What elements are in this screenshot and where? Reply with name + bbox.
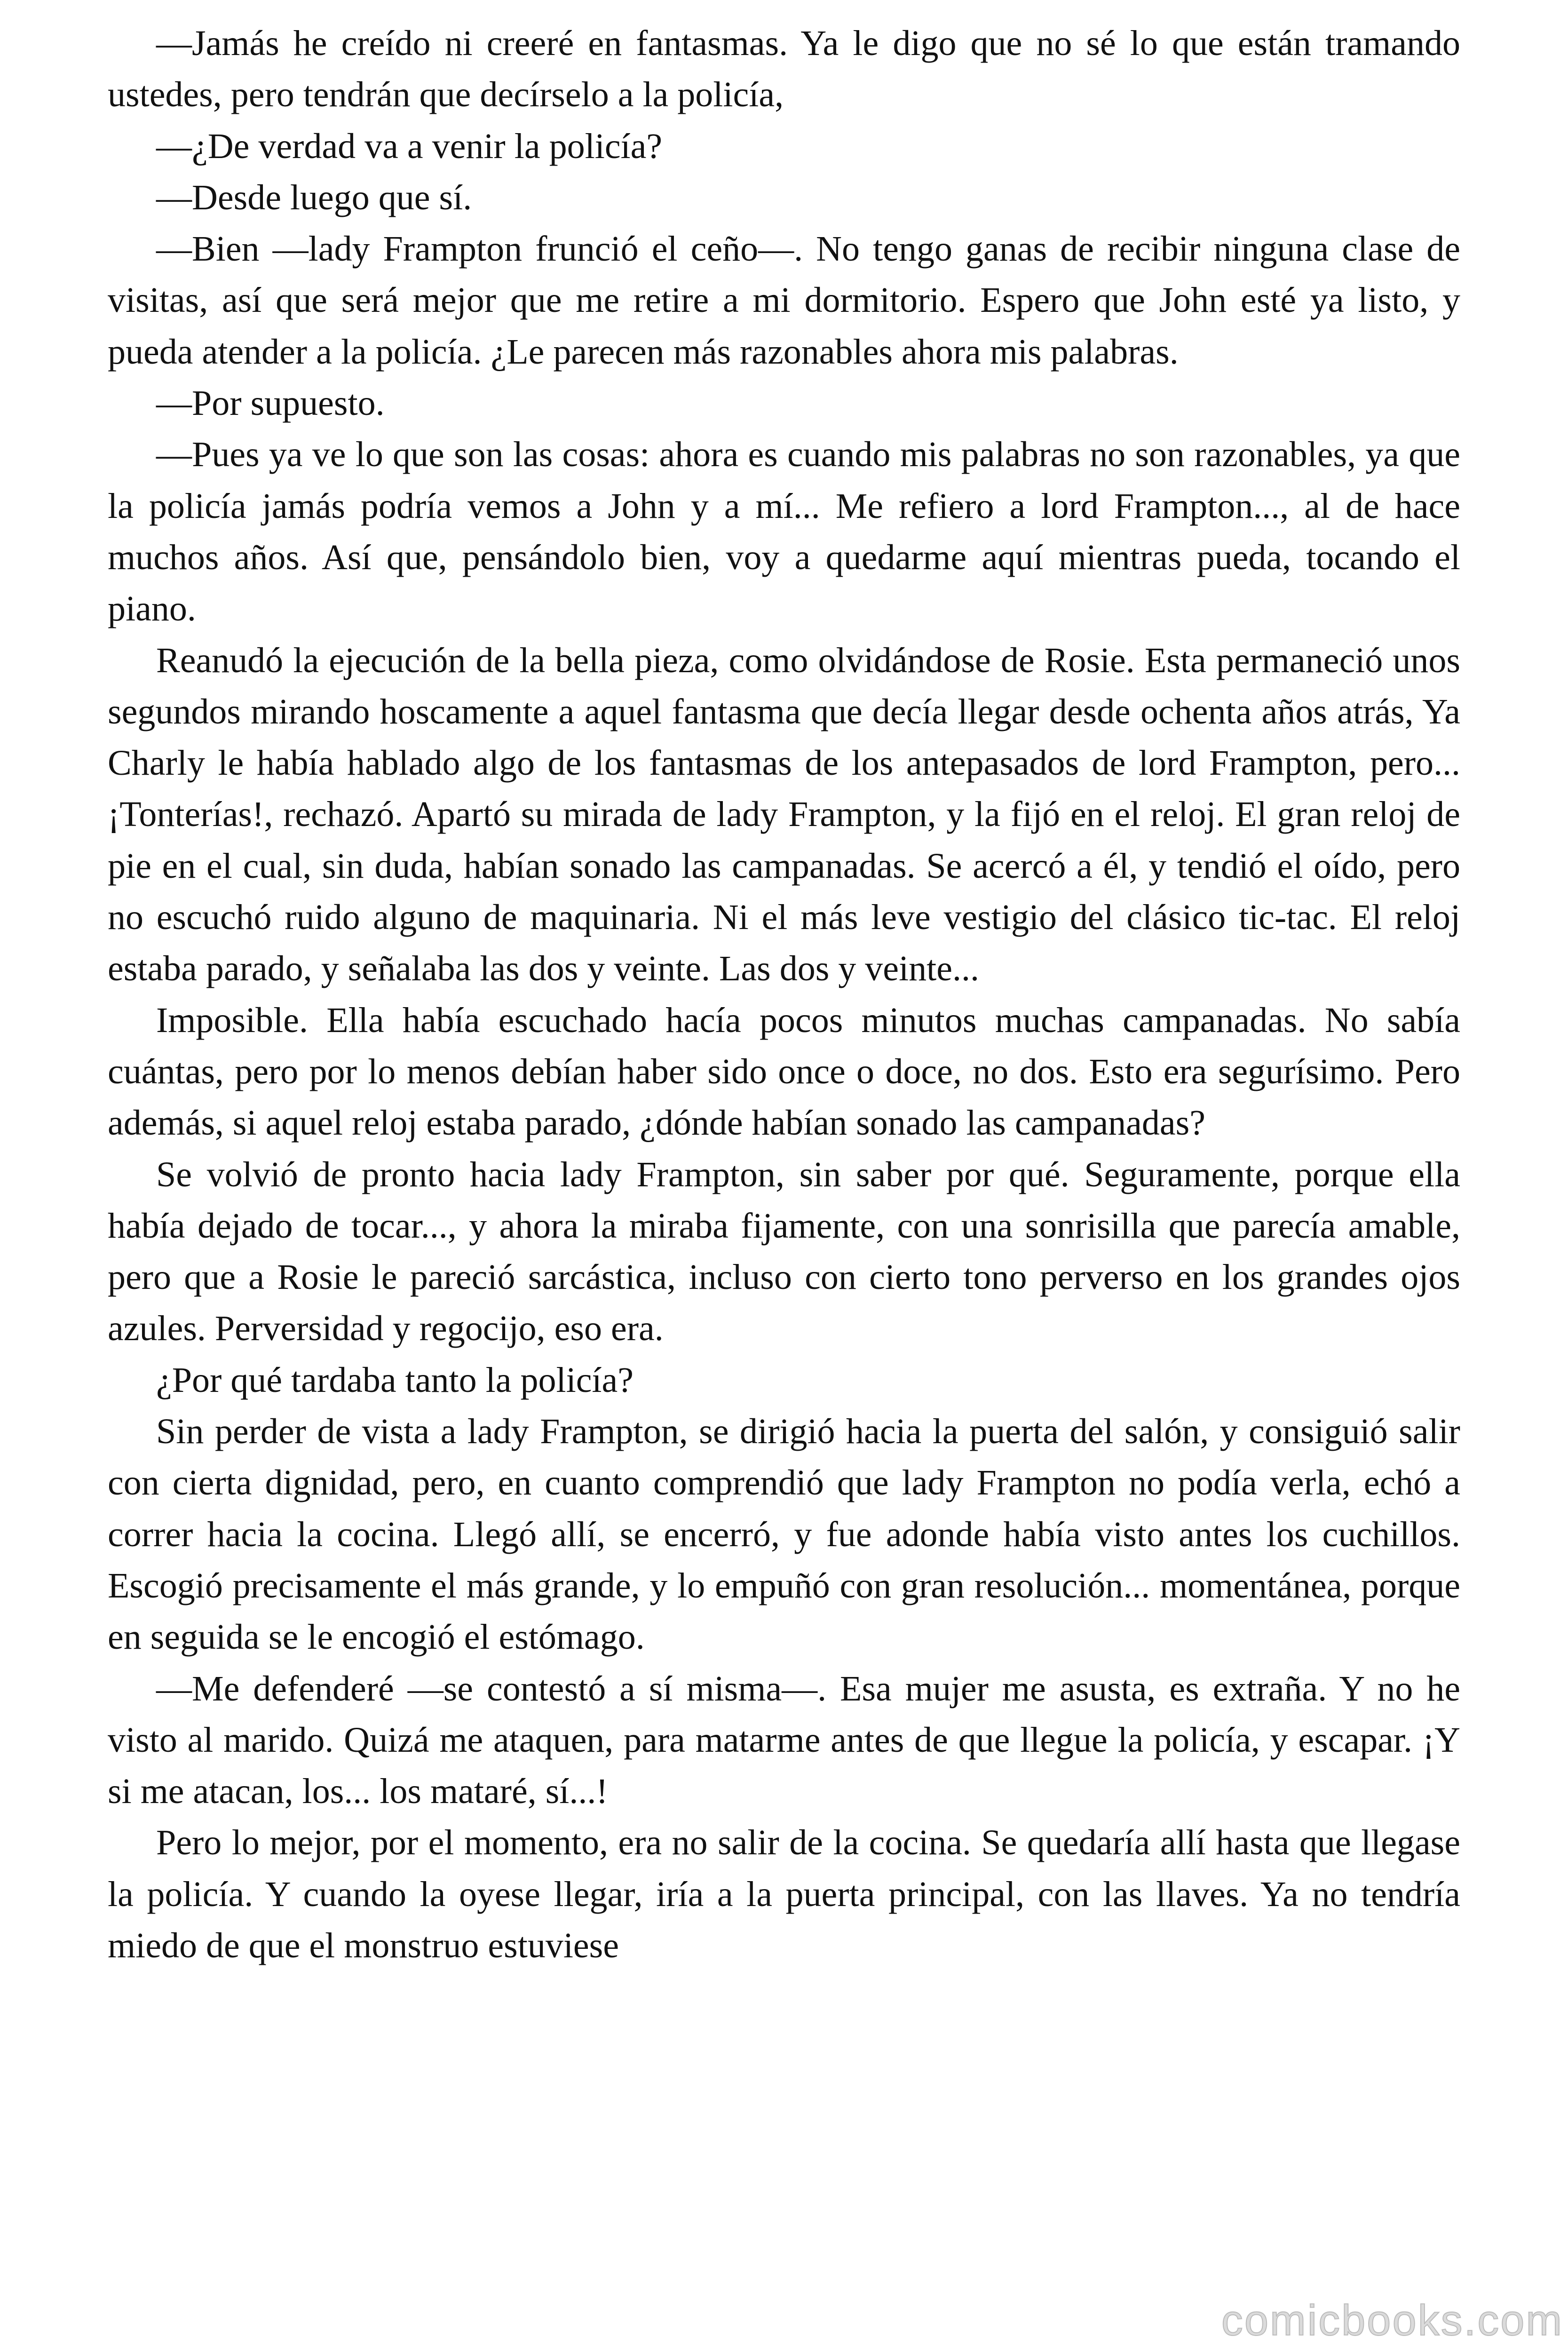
- paragraph-13: Pero lo mejor, por el momento, era no salir de la cocina. Se quedaría allí hasta que llegase la policía. Y cuando la oyese llegar, iría a la puerta principal, con las llaves. Ya no tendría miedo de que el monstruo estuviese: [108, 1823, 1460, 1965]
- paragraph-5: —Por supuesto.: [156, 383, 385, 423]
- paragraph-3: —Desde luego que sí.: [156, 177, 472, 217]
- paragraph-8: Imposible. Ella había escuchado hacía pocos minutos muchas campanadas. No sabía cuántas, pero por lo menos debían haber sido once o doce, no dos. Esto era segurísimo. Pero además, si aquel reloj estaba parado, ¿dónde habían sonado las campanadas?: [108, 1000, 1460, 1143]
- paragraph-7: Reanudó la ejecución de la bella pieza, como olvidándose de Rosie. Esta permaneció unos segundos mirando hoscamente a aquel fantasma que decía llegar desde ochenta años atrás, Ya Charly le había hablado algo de los fantasmas de los antepasados de lord Frampton, pero... ¡Tonterías!, rechazó. Apartó su mirada de lady Frampton, y la fijó en el reloj. El gran reloj de pie en el cual, sin duda, habían sonado las campanadas. Se acercó a él, y tendió el oído, pero no escuchó ruido alguno de maquinaria. Ni el más leve vestigio del clásico tic-tac. El reloj estaba parado, y señalaba las dos y veinte. Las dos y veinte...: [108, 640, 1460, 989]
- paragraph-6: —Pues ya ve lo que son las cosas: ahora es cuando mis palabras no son razonables, ya que la policía jamás podría vemos a John y a mí... Me refiero a lord Frampton..., al de hace muchos años. Así que, pensándolo bien, voy a quedarme aquí mientras pueda, tocando el piano.: [108, 435, 1460, 629]
- paragraph-9: Se volvió de pronto hacia lady Frampton, sin saber por qué. Seguramente, porque ella había dejado de tocar..., y ahora la miraba fijamente, con una sonrisilla que parecía amable, pero que a Rosie le pareció sarcástica, incluso con cierto tono perverso en los grandes ojos azules. Perversidad y regocijo, eso era.: [108, 1154, 1460, 1349]
- paragraph-10: ¿Por qué tardaba tanto la policía?: [156, 1360, 634, 1400]
- paragraph-4: —Bien —lady Frampton frunció el ceño—. No tengo ganas de recibir ninguna clase de visitas, así que será mejor que me retire a mi dormitorio. Espero que John esté ya listo, y pueda atender a la policía. ¿Le parecen más razonables ahora mis palabras.: [108, 229, 1460, 372]
- paragraph-12: —Me defenderé —se contestó a sí misma—. Esa mujer me asusta, es extraña. Y no he visto al marido. Quizá me ataquen, para matarme antes de que llegue la policía, y escapar. ¡Y si me atacan, los... los mataré, sí...!: [108, 1669, 1460, 1812]
- watermark: comicbooks.com: [1221, 2296, 1563, 2344]
- book-page-text: [108, 18, 1460, 2342]
- paragraph-1: —Jamás he creído ni creeré en fantasmas. Ya le digo que no sé lo que están tramando ustedes, pero tendrán que decírselo a la policía,: [108, 24, 1460, 115]
- paragraph-11: Sin perder de vista a lady Frampton, se dirigió hacia la puerta del salón, y consiguió salir con cierta dignidad, pero, en cuanto comprendió que lady Frampton no podía verla, echó a correr hacia la cocina. Llegó allí, se encerró, y fue adonde había visto antes los cuchillos. Escogió precisamente el más grande, y lo empuñó con gran resolución... momentánea, porque en seguida se le encogió el estómago.: [108, 1412, 1460, 1657]
- paragraph-2: —¿De verdad va a venir la policía?: [156, 126, 663, 166]
